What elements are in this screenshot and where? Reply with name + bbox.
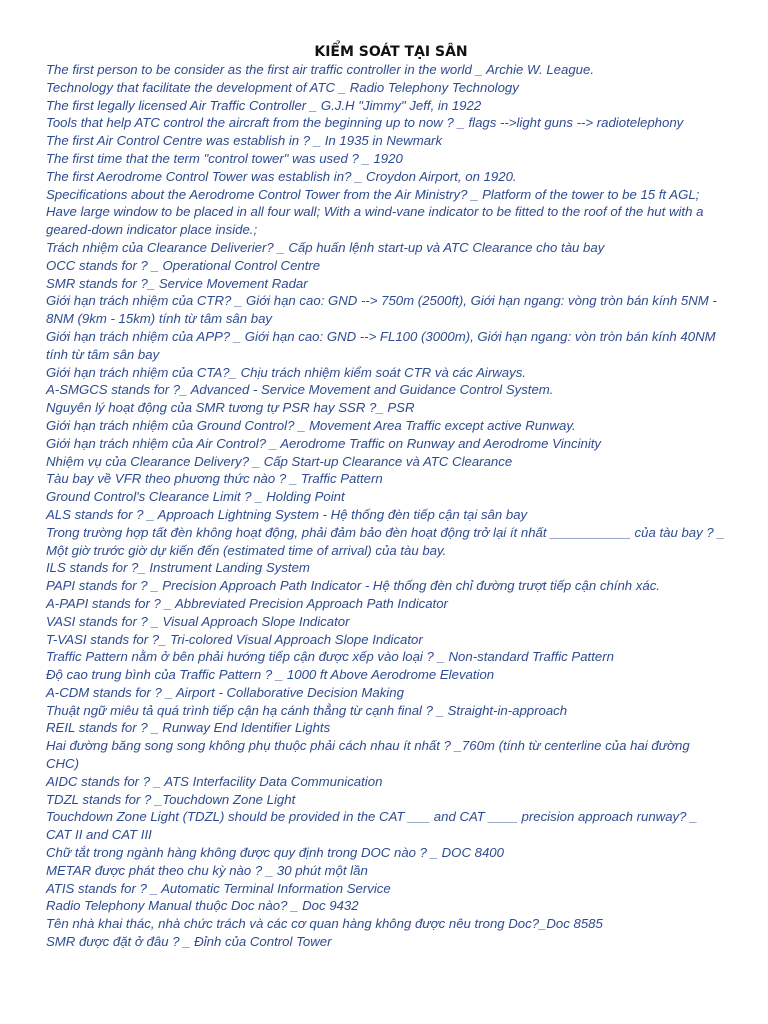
qa-line: PAPI stands for ? _ Precision Approach Path Indicator - Hệ thống đèn chỉ đường trượt tiếp cận chính xác. bbox=[46, 578, 660, 594]
qa-line: Trách nhiệm của Clearance Deliverier? _ Cấp huấn lệnh start-up và ATC Clearance cho tàu bay bbox=[46, 239, 605, 255]
qa-line: Độ cao trung bình của Traffic Pattern ? _ 1000 ft Above Aerodrome Elevation bbox=[46, 667, 495, 683]
document-title: KIỂM SOÁT TẠI SÂN bbox=[314, 44, 468, 60]
qa-line: Tên nhà khai thác, nhà chức trách và các cơ quan hàng không được nêu trong Doc?_Doc 8585 bbox=[46, 916, 603, 932]
qa-line: Tools that help ATC control the aircraft from the beginning up to now ? _ flags -->light guns --> radiotelephony bbox=[46, 115, 684, 131]
qa-line: SMR được đặt ở đâu ? _ Đỉnh của Control Tower bbox=[46, 934, 332, 950]
qa-line: Traffic Pattern nằm ở bên phải hướng tiếp cận được xếp vào loại ? _ Non-standard Traffic Pattern bbox=[46, 649, 614, 665]
qa-line: Giới hạn trách nhiệm của Ground Control? _ Movement Area Traffic except active Runway. bbox=[46, 417, 576, 433]
qa-line: Giới hạn trách nhiệm của CTA?_ Chịu trách nhiệm kiểm soát CTR và các Airways. bbox=[46, 364, 526, 380]
qa-line: Touchdown Zone Light (TDZL) should be provided in the CAT ___ and CAT ____ precision approach runway? _ CAT II and CAT III bbox=[46, 809, 698, 843]
qa-line: The first legally licensed Air Traffic Controller _ G.J.H "Jimmy" Jeff, in 1922 bbox=[46, 97, 482, 113]
qa-line: Thuật ngữ miêu tả quá trình tiếp cận hạ cánh thẳng từ cạnh final ? _ Straight-in-approach bbox=[46, 702, 568, 718]
qa-line: ATIS stands for ? _ Automatic Terminal Information Service bbox=[46, 880, 391, 896]
qa-line: A-SMGCS stands for ?_ Advanced - Service Movement and Guidance Control System. bbox=[46, 382, 554, 398]
qa-line: Giới hạn trách nhiệm của CTR? _ Giới hạn cao: GND --> 750m (2500ft), Giới hạn ngang: vòng tròn bán kính 5NM - 8NM (9km - 15km) tính từ tâm sân bay bbox=[46, 293, 717, 327]
qa-line: Trong trường hợp tất đèn không hoạt động, phải đảm bảo đèn hoạt động trở lại ít nhất ___________ của tàu bay ? _ Một giờ trước giờ dự kiến đến (estimated time of arrival) của tàu bay. bbox=[46, 524, 725, 558]
qa-line: Tàu bay về VFR theo phương thức nào ? _ Traffic Pattern bbox=[46, 471, 383, 487]
qa-line: Nhiệm vụ của Clearance Delivery? _ Cấp Start-up Clearance và ATC Clearance bbox=[46, 453, 513, 469]
qa-line: Hai đường băng song song không phụ thuộc phải cách nhau ít nhất ? _760m (tính từ centerline của hai đường CHC) bbox=[46, 738, 690, 772]
qa-line: The first Aerodrome Control Tower was establish in? _ Croydon Airport, on 1920. bbox=[46, 168, 517, 184]
qa-line: The first time that the term "control tower" was used ? _ 1920 bbox=[46, 150, 403, 166]
qa-line: TDZL stands for ? _Touchdown Zone Light bbox=[46, 791, 296, 807]
qa-line: The first person to be consider as the first air traffic controller in the world _ Archie W. League. bbox=[46, 62, 595, 77]
qa-line: Specifications about the Aerodrome Control Tower from the Air Ministry? _ Platform of the tower to be 15 ft AGL; Have large window to be placed in all four wall; With a wind-vane indicator to be fitted to the roof of the hut with a geared-down indicator place inside.; bbox=[46, 186, 704, 238]
qa-line: A-CDM stands for ? _ Airport - Collaborative Decision Making bbox=[46, 684, 404, 700]
qa-line: Nguyên lý hoạt động của SMR tương tự PSR hay SSR ?_ PSR bbox=[46, 400, 415, 416]
qa-line: A-PAPI stands for ? _ Abbreviated Precision Approach Path Indicator bbox=[46, 595, 448, 611]
qa-line: Radio Telephony Manual thuộc Doc nào? _ Doc 9432 bbox=[46, 898, 359, 914]
document-page bbox=[46, 43, 726, 951]
qa-line: VASI stands for ? _ Visual Approach Slope Indicator bbox=[46, 613, 350, 629]
qa-line: The first Air Control Centre was establish in ? _ In 1935 in Newmark bbox=[46, 133, 443, 149]
question-answer-list bbox=[46, 61, 726, 951]
qa-line: Giới hạn trách nhiệm của APP? _ Giới hạn cao: GND --> FL100 (3000m), Giới hạn ngang: vòn tròn bán kính 40NM tính từ tâm sân bay bbox=[46, 328, 716, 362]
qa-line: OCC stands for ? _ Operational Control Centre bbox=[46, 257, 321, 273]
qa-line: ALS stands for ? _ Approach Lightning System - Hệ thống đèn tiếp cận tại sân bay bbox=[46, 506, 528, 522]
qa-line: METAR được phát theo chu kỳ nào ? _ 30 phút một lần bbox=[46, 862, 368, 878]
qa-line: SMR stands for ?_ Service Movement Radar bbox=[46, 275, 308, 291]
qa-line: Chữ tắt trong ngành hàng không được quy định trong DOC nào ? _ DOC 8400 bbox=[46, 845, 504, 861]
qa-line: T-VASI stands for ?_ Tri-colored Visual Approach Slope Indicator bbox=[46, 631, 423, 647]
qa-line: Technology that facilitate the development of ATC _ Radio Telephony Technology bbox=[46, 79, 519, 95]
qa-line: Ground Control's Clearance Limit ? _ Holding Point bbox=[46, 489, 345, 505]
qa-line: REIL stands for ? _ Runway End Identifier Lights bbox=[46, 720, 331, 736]
qa-line: ILS stands for ?_ Instrument Landing System bbox=[46, 560, 310, 576]
qa-line: AIDC stands for ? _ ATS Interfacility Data Communication bbox=[46, 773, 383, 789]
qa-line: Giới hạn trách nhiệm của Air Control? _ Aerodrome Traffic on Runway and Aerodrome Vincinity bbox=[46, 435, 602, 451]
